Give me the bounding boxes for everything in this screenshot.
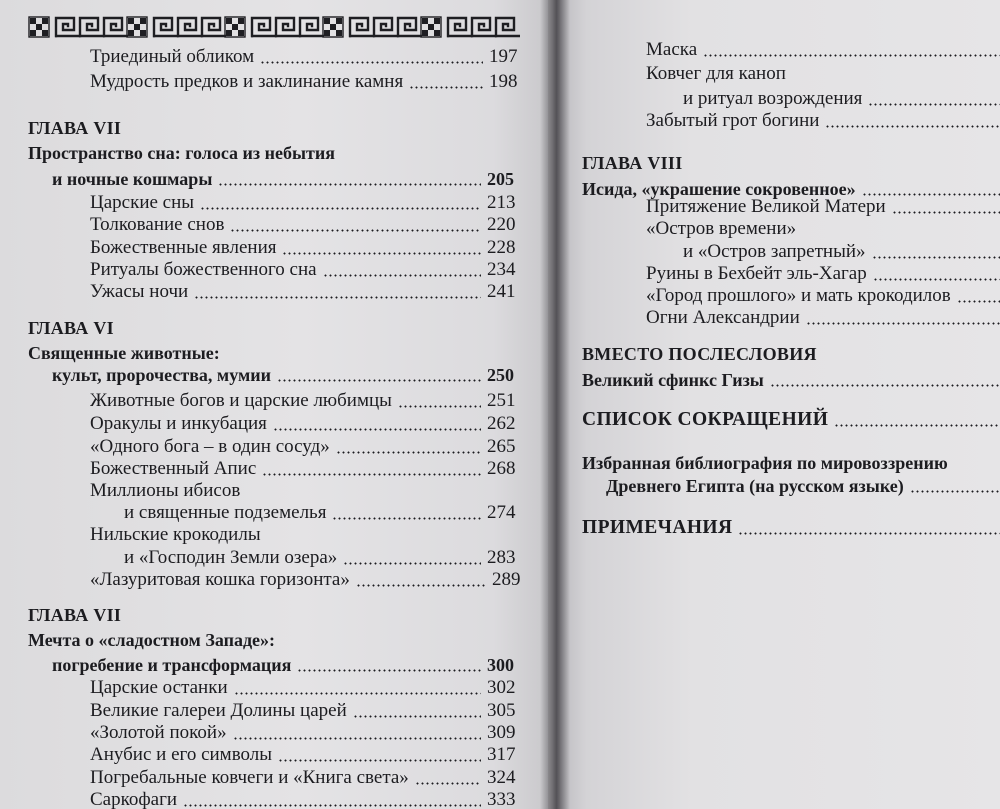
toc-entry-title: «Остров времени» [646,218,797,239]
toc-entry-title: ГЛАВА VIII [582,153,683,173]
toc-entry-title: Ритуалы божественного сна [90,259,317,280]
leader-dots [323,274,481,277]
toc-entry [683,87,1000,111]
toc-entry [90,412,548,436]
meander-ornament [251,18,276,36]
leader-dots [218,183,481,186]
leader-dots [834,424,1000,427]
book-spine-shadow [540,0,570,809]
leader-dots [194,296,481,299]
right-page [560,0,1000,809]
checker-ornament [29,17,49,37]
toc-entry-title: Ужасы ночи [90,281,189,302]
toc-entry-title: Притяжение Великой Матери [646,196,886,217]
leader-dots [910,490,1000,493]
meander-ornament [299,18,324,36]
toc-entry-title: Священные животные: [28,343,220,363]
toc-entry-title: ВМЕСТО ПОСЛЕСЛОВИЯ [582,344,817,364]
leader-dots [260,61,483,64]
toc-entry [90,191,548,215]
leader-dots [262,473,481,476]
meander-ornament [471,18,496,36]
toc-entry-title: Забытый грот богини [646,110,820,131]
toc-entry-title: «Одного бога – в один сосуд» [90,436,330,457]
toc-section-heading [582,516,1000,540]
toc-section-heading [28,116,548,140]
leader-dots [233,737,481,740]
leader-dots [770,384,1000,387]
toc-entry-title: Великие галереи Долины царей [90,700,347,721]
toc-entry [646,195,1000,219]
meander-ornament [55,18,80,36]
toc-entry-title: ГЛАВА VI [28,318,114,338]
toc-entry [90,236,548,260]
toc-entry [90,699,548,723]
toc-entry-title: культ, пророчества, мумии [52,365,271,385]
toc-entry-title: Исида, «украшение сокровенное» [582,179,856,199]
toc-entry [90,435,548,459]
leader-dots [892,211,1000,214]
toc-entry-title: и ночные кошмары [52,169,213,189]
toc-entry-title: и «Остров запретный» [683,241,866,262]
toc-entry [683,240,1000,264]
leader-dots [183,804,481,807]
meander-ornament [153,18,178,36]
meander-ornament [373,18,398,36]
toc-section-heading [582,342,1000,366]
toc-page-number: 213 [487,192,516,213]
leader-dots [873,278,1000,281]
checker-ornament [225,17,245,37]
leader-dots [336,451,481,454]
toc-section-heading [582,408,1000,432]
toc-entry-title: Миллионы ибисов [90,480,241,501]
leader-dots [868,103,1000,106]
leader-dots [282,252,481,255]
toc-entry [28,628,548,652]
toc-entry [90,788,548,809]
toc-entry-title: Толкование снов [90,214,225,235]
toc-entry-title: Оракулы и инкубация [90,413,267,434]
greek-key-border [28,12,521,40]
toc-entry [52,167,548,191]
toc-entry-title: Божественный Апис [90,458,257,479]
toc-entry-title: Избранная библиография по мировоззрению [582,453,948,473]
toc-entry [124,546,548,570]
toc-entry-title: Анубис и его символы [90,744,273,765]
toc-entry-title: Нильские крокодилы [90,524,261,545]
toc-entry-title: Животные богов и царские любимцы [90,390,392,411]
toc-page-number: 265 [487,436,516,457]
leader-dots [234,692,481,695]
toc-entry [646,284,1000,308]
leader-dots [872,256,1000,259]
toc-page-number: 283 [487,547,516,568]
toc-entry-title: Пространство сна: голоса из небытия [28,143,335,163]
leader-dots [825,125,1000,128]
toc-page-number: 250 [487,365,514,385]
toc-entry [90,70,548,94]
leader-dots [343,562,481,565]
toc-entry-title: «Золотой покой» [90,722,227,743]
toc-entry-title: Великий сфинкс Гизы [582,370,764,390]
toc-entry-title: Ковчег для каноп [646,63,786,84]
toc-entry-title: Погребальные ковчеги и «Книга света» [90,767,409,788]
toc-entry [28,341,548,365]
toc-page-number: 220 [487,214,516,235]
leader-dots [230,229,481,232]
leader-dots [332,517,481,520]
toc-page-number: 305 [487,700,516,721]
toc-entry [90,280,548,304]
checker-ornament [323,17,343,37]
leader-dots [278,759,481,762]
meander-ornament [397,18,422,36]
toc-entry [90,479,548,503]
toc-page-number: 205 [487,169,514,189]
toc-entry [646,217,1000,241]
leader-dots [409,86,483,89]
toc-entry [90,568,548,592]
toc-entry-title: ГЛАВА VII [28,605,122,625]
toc-entry [646,262,1000,286]
toc-page-number: 309 [487,722,516,743]
toc-page-number: 251 [487,390,516,411]
toc-entry [90,258,548,282]
leader-dots [273,428,481,431]
leader-dots [398,405,481,408]
toc-page-number: 228 [487,237,516,258]
toc-entry [90,721,548,745]
toc-page-number: 241 [487,281,516,302]
toc-page-number: 333 [487,789,516,809]
leader-dots [277,379,481,382]
toc-entry-title: и ритуал возрождения [683,88,863,109]
meander-ornament [447,18,472,36]
meander-ornament [349,18,374,36]
toc-entry [90,457,548,481]
toc-entry-title: и священные подземелья [124,502,327,523]
leader-dots [356,584,486,587]
toc-entry [52,363,548,387]
leader-dots [297,669,481,672]
leader-dots [200,207,481,210]
toc-page-number: 234 [487,259,516,280]
leader-dots [353,715,481,718]
toc-entry [646,109,1000,133]
toc-entry-title: Мудрость предков и заклинание камня [90,71,404,92]
toc-page-number: 197 [489,46,518,67]
toc-page-number: 302 [487,677,516,698]
toc-page-number: 324 [487,767,516,788]
toc-entry [646,38,1000,62]
toc-entry [52,653,548,677]
checker-ornament [421,17,441,37]
toc-entry [90,213,548,237]
leader-dots [806,322,1000,325]
toc-entry [90,766,548,790]
meander-ornament [103,18,128,36]
toc-entry [90,676,548,700]
toc-entry-title: Божественные явления [90,237,277,258]
toc-entry-title: «Город прошлого» и мать крокодилов [646,285,951,306]
toc-page-number: 289 [492,569,521,590]
toc-page-number: 198 [489,71,518,92]
toc-page-number: 300 [487,655,514,675]
toc-entry-title: Мечта о «сладостном Западе»: [28,630,276,650]
toc-entry-title: Царские останки [90,677,228,698]
toc-entry [646,306,1000,330]
toc-entry-title: «Лазуритовая кошка горизонта» [90,569,350,590]
meander-ornament [275,18,300,36]
toc-entry-title: Древнего Египта (на русском языке) [606,476,904,496]
meander-ornament [495,18,520,36]
toc-entry [90,743,548,767]
toc-entry [124,501,548,525]
leader-dots [957,300,1000,303]
toc-entry-title: СПИСОК СОКРАЩЕНИЙ [582,409,829,430]
toc-page-number: 317 [487,744,516,765]
toc-entry [28,141,548,165]
toc-entry [90,45,548,69]
toc-entry-title: и «Господин Земли озера» [124,547,338,568]
leader-dots [738,532,1000,535]
toc-entry [606,474,1000,498]
toc-entry-title: погребение и трансформация [52,655,292,675]
toc-entry [582,451,1000,475]
toc-section-heading [28,316,548,340]
toc-entry-title: Маска [646,39,698,60]
toc-entry [90,389,548,413]
toc-entry-title: ГЛАВА VII [28,118,122,138]
leader-dots [703,54,1000,57]
toc-entry [90,523,548,547]
toc-page-number: 262 [487,413,516,434]
toc-entry [582,368,1000,392]
toc-entry-title: Огни Александрии [646,307,800,328]
toc-entry-title: Руины в Бехбейт эль-Хагар [646,263,867,284]
toc-page-number: 274 [487,502,516,523]
toc-section-heading [28,603,548,627]
meander-ornament [201,18,226,36]
meander-ornament [79,18,104,36]
toc-page-number: 268 [487,458,516,479]
toc-section-heading [582,151,1000,175]
leader-dots [415,782,481,785]
meander-ornament [177,18,202,36]
toc-entry-title: Царские сны [90,192,195,213]
toc-entry [646,62,1000,86]
toc-entry-title: Саркофаги [90,789,178,809]
checker-ornament [127,17,147,37]
toc-entry-title: Триединый обликом [90,46,255,67]
toc-entry-title: ПРИМЕЧАНИЯ [582,517,733,538]
